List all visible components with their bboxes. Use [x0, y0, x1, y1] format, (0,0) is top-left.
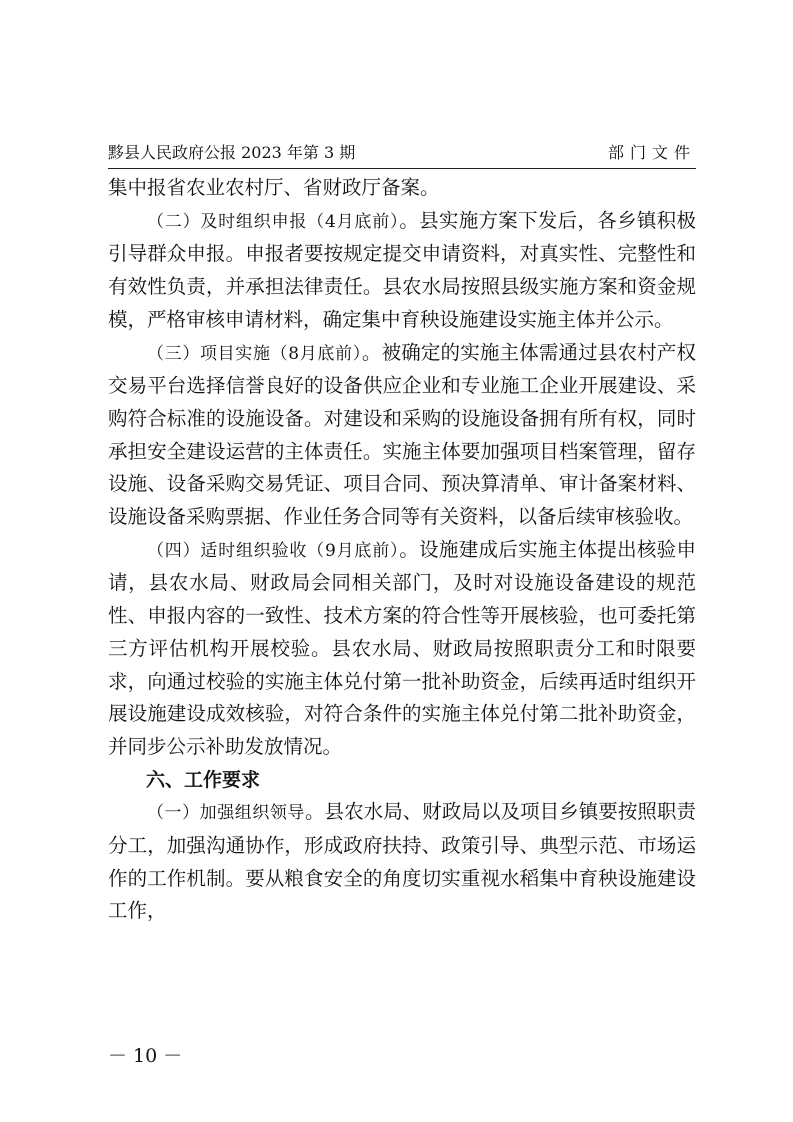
- paragraph-text: 。设施建成后实施主体提出核验申请，县农水局、财政局会同相关部门，及时对设施设备建设的规范性、申报内容的一致性、技术方案的符合性等开展核验，也可委托第三方评估机构开展校验。县农水局、财政局按照职责分工和时限要求，向通过校验的实施主体兑付第一批补助资金，后续再适时组织开展设施建设成效核验，对符合条件的实施主体兑付第二批补助资金，并同步公示补助发放情况。: [108, 537, 696, 758]
- page-number: － 10 －: [108, 1045, 183, 1067]
- paragraph-timely-application: [108, 205, 696, 337]
- paragraph-subheading: （三）项目实施（8月底前）: [147, 343, 362, 364]
- paragraph-organization-leadership: [108, 796, 696, 928]
- paragraph-subheading: （一）加强组织领导: [147, 803, 305, 824]
- header-publication-title: 黟县人民政府公报 2023 年第 3 期: [108, 143, 356, 162]
- paragraph-text: 集中报省农业农村厅、省财政厅备案。: [108, 176, 440, 199]
- paragraph-text: 。县实施方案下发后，各乡镇积极引导群众申报。申报者要按规定提交申请资料，对真实性、完整性和有效性负责，并承担法律责任。县农水局按照县级实施方案和资金规模，严格审核申请材料，确定集中育秧设施建设实施主体并公示。: [108, 208, 696, 331]
- section-title-work-requirements: 六、工作要求: [146, 768, 261, 791]
- paragraph-text: 。被确定的实施主体需通过县农村产权交易平台选择信誉良好的设备供应企业和专业施工企业开展建设、采购符合标准的设施设备。对建设和采购的设施设备拥有所有权，同时承担安全建设运营的主体责任。实施主体要加强项目档案管理，留存设施、设备采购交易凭证、项目合同、预决算清单、审计备案材料、设施设备采购票据、作业任务合同等有关资料，以备后续审核验收。: [108, 340, 696, 529]
- header-rule: [108, 168, 696, 169]
- paragraph-text: 。县农水局、财政局以及项目乡镇要按照职责分工，加强沟通协作，形成政府扶持、政策引导、典型示范、市场运作的工作机制。要从粮食安全的角度切实重视水稻集中育秧设施建设工作，: [108, 800, 696, 923]
- document-body: [108, 172, 696, 928]
- paragraph-subheading: （二）及时组织申报（4月底前）: [147, 211, 400, 232]
- paragraph-continuation: [108, 172, 696, 205]
- paragraph-project-implementation: [108, 337, 696, 534]
- paragraph-subheading: （四）适时组织验收（9月底前）: [147, 540, 400, 561]
- header-section-label: 部门文件: [607, 143, 696, 162]
- running-header: [108, 140, 696, 166]
- paragraph-acceptance-check: [108, 534, 696, 764]
